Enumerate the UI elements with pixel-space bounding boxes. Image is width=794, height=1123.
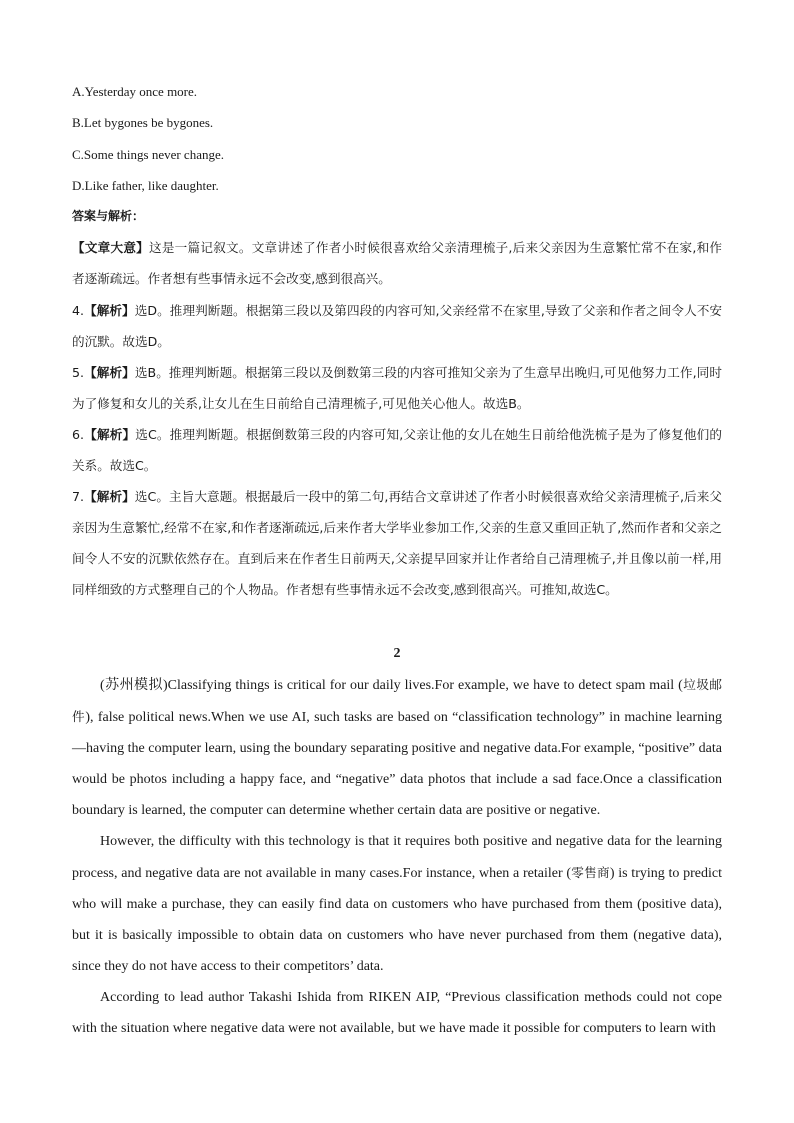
- passage-paragraph-2: [72, 826, 722, 982]
- analysis-text: 选C。主旨大意题。根据最后一段中的第二句,再结合文章讲述了作者小时候很喜欢给父亲清理梳子,后来父亲因为生意繁忙,经常不在家,和作者逐渐疏远,后来作者大学毕业参加工作,父亲的生意又重回正轨了,然而作者和父亲之间令人不安的沉默依然存在。直到后来在作者生日前两天,父亲提早回家并让作者给自己清理梳子,并且像以前一样,用同样细致的方式整理自己的个人物品。作者想有些事情永远不会改变,感到很高兴。可推知,故选C。: [72, 489, 722, 597]
- option-b: B.Let bygones be bygones.: [72, 115, 214, 130]
- analysis-tag: 【解析】: [84, 489, 135, 504]
- passage-paragraph-3: [72, 982, 722, 1044]
- summary-paragraph: [72, 232, 722, 294]
- analysis-tag: 【解析】: [84, 365, 135, 380]
- analysis-number: 4.: [72, 303, 85, 318]
- analysis-item-4: [72, 295, 722, 357]
- analysis-text: 选C。推理判断题。根据倒数第三段的内容可知,父亲让他的女儿在她生日前给他洗梳子是为了修复他们的关系。故选C。: [72, 427, 723, 473]
- analysis-tag: 【解析】: [84, 427, 136, 442]
- analysis-number: 5.: [72, 365, 85, 380]
- analysis-number: 6.: [72, 427, 85, 442]
- summary-tag: 【文章大意】: [72, 240, 150, 255]
- passage-text: According to lead author Takashi Ishida from RIKEN AIP, “Previous classification methods could not cope with the situation where negative data were not available, but we have made it possible for computers to learn with: [72, 990, 722, 1036]
- passage-text: ) is trying to predict who will make a purchase, they can easily find data on customers who have purchased from them (positive data), but it is basically impossible to obtain data on customers who have never purchased from them (negative data), since they do not have access to their competitors’ data.: [72, 866, 722, 974]
- analysis-item-7: [72, 481, 722, 605]
- answer-heading: 答案与解析：: [72, 209, 145, 223]
- summary-text: 这是一篇记叙文。文章讲述了作者小时候很喜欢给父亲清理梳子,后来父亲因为生意繁忙常不在家,和作者逐渐疏远。作者想有些事情永远不会改变,感到很高兴。: [72, 240, 722, 286]
- option-c: C.Some things never change.: [72, 147, 224, 162]
- passage-text: (苏州模拟)Classifying things is critical for our daily lives.For example, we have to detect spam mail (: [100, 678, 683, 693]
- passage-text: ), false political news.When we use AI, such tasks are based on “classification technology” in machine learning—having the computer learn, using the boundary separating positive and negative data.For example, “positive” data would be photos including a happy face, and “negative” data photos that include a sad face.Once a classification boundary is learned, the computer can determine whether certain data are positive or negative.: [72, 710, 722, 818]
- option-a: A.Yesterday once more.: [72, 84, 198, 99]
- analysis-tag: 【解析】: [84, 303, 135, 318]
- passage-gloss: 垃圾邮件: [72, 677, 723, 724]
- option-d: D.Like father, like daughter.: [72, 178, 219, 193]
- section-number: 2: [393, 646, 401, 661]
- analysis-number: 7.: [72, 489, 85, 504]
- reading-passage: [72, 669, 722, 1044]
- passage-text: However, the difficulty with this technology is that it requires both positive and negative data for the learning process, and negative data are not available in many cases.For instance, when a retailer (: [72, 834, 722, 881]
- analysis-item-5: [72, 357, 722, 419]
- analysis-text: 选D。推理判断题。根据第三段以及第四段的内容可知,父亲经常不在家里,导致了父亲和作者之间令人不安的沉默。故选D。: [72, 303, 722, 349]
- analysis-text: 选B。推理判断题。根据第三段以及倒数第三段的内容可推知父亲为了生意早出晚归,可见他努力工作,同时为了修复和女儿的关系,让女儿在生日前给自己清理梳子,可见他关心他人。故选B。: [72, 365, 722, 411]
- passage-paragraph-1: [72, 669, 722, 826]
- passage-gloss: 零售商: [571, 865, 610, 880]
- analysis-item-6: [72, 419, 722, 481]
